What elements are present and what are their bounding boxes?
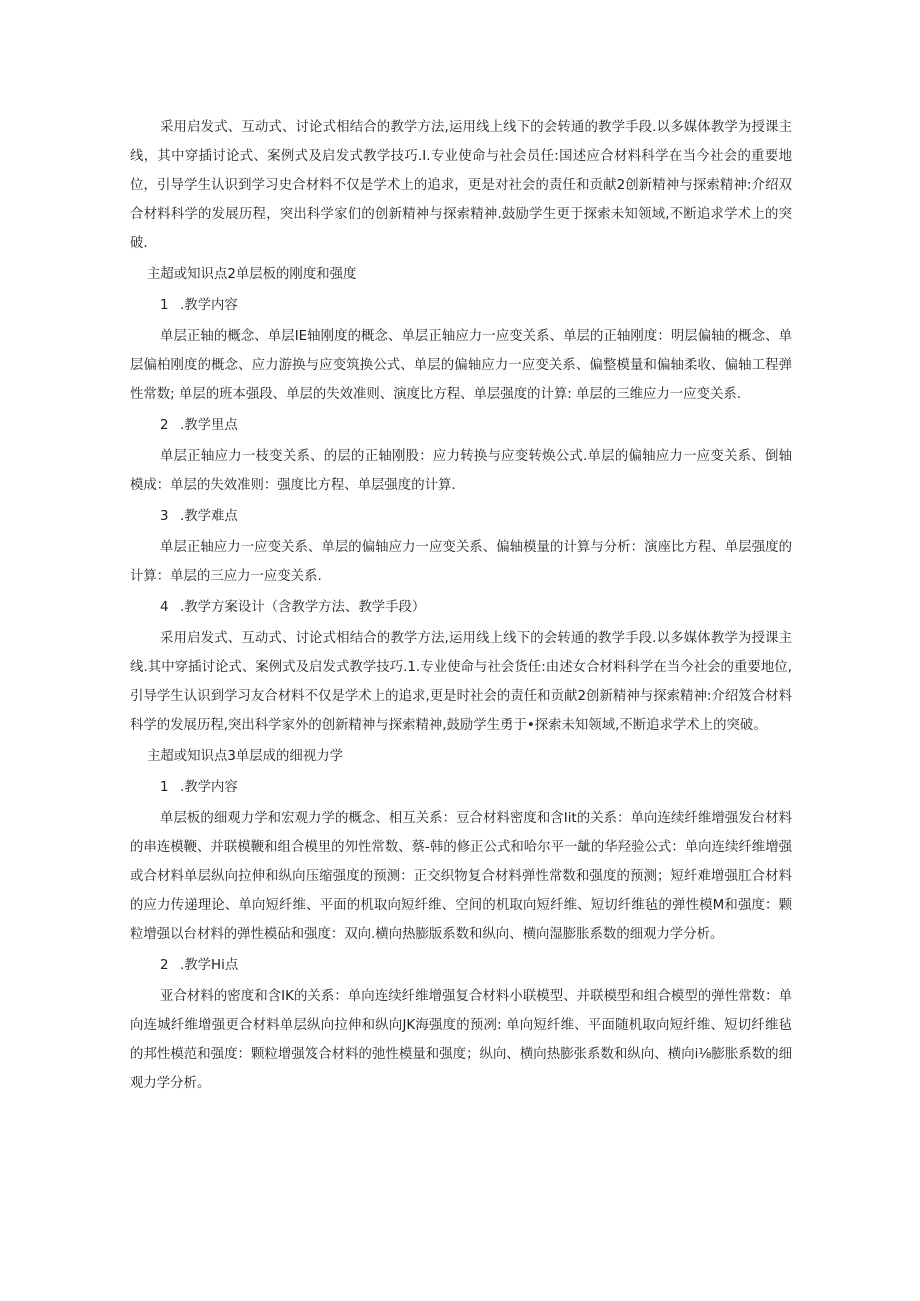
section-heading: 主超或知识点3单层成的细视力学	[147, 749, 343, 764]
paragraph: 采用启发式、互动式、讨论式相结合的教学方法,运用线上线下的会转通的教学手段.以多媒体教学为授课主线，其中穿插讨论式、案例式及启发式教学技巧.I.专业使命与社会员任:国述应合材料科学在当今社会的重要地位，引导学生认识到学习史合材料不仅是学术上的追求，更是对社会的责任和贡献2创新精神与探索精神:介绍双合材料科学的发展历程，突出科学家们的创新精神与探索精神.鼓励学生更于探索未知领域,不断追求学术上的突破.	[130, 120, 792, 251]
section-heading: 主超或知识点2单层板的刚度和强度	[147, 267, 357, 282]
paragraph: 单层正轴的概念、单层IE轴刚度的概念、单层正轴应力一应变关系、单层的正轴刚度：明层偏轴的概念、单层偏柏刚度的概念、应力游换与应变筑换公式、单层的偏轴应力一应变关系、偏整模量和偏轴柔收、偏轴工程弹性常数; 单层的班本强段、单层的失效准则、演度比方程、单层强度的计算: 单层的三维应力一应变关系.	[130, 329, 792, 402]
subsection-label: .教学内容	[180, 780, 238, 795]
subsection-number: 1	[160, 298, 169, 313]
subsection-number: 3	[160, 509, 169, 524]
paragraph: 采用启发式、互动式、讨论式相结合的教学方法,运用线上线下的会转通的教学手段.以多媒体教学为授课主线.其中穿插讨论式、案例式及启发式教学技巧.1.专业使命与社会货任:由述女合材料科学在当今社会的重要地位,引导学生认识到学习友合材料不仅是学术上的追求,更是时社会的责任和贡献2创新精神与探索精神:介绍笈合材料科学的发展历程,突出科学家外的创新精神与探索精神,鼓励学生勇于•探索未知领域,不断追求学术上的突破。	[130, 631, 792, 733]
document-body	[130, 113, 792, 1100]
subsection-heading	[130, 502, 792, 531]
subsection-number: 2	[160, 418, 169, 433]
subsection-heading	[130, 951, 792, 980]
paragraph: 单层板的细观力学和宏观力学的概念、相互关系：豆合材料密度和含Iit的关系：单向连续纤维增强发台材料的串连模鞭、并联模鞭和组合模里的夘性常数、蔡-韩的修正公式和哈尔平一龇的华羟验公式：单向连续纤维增强或合材料单层纵向拉伸和纵向压缩强度的预测：正交织物复合材料弹性常数和强度的预测；短纤难增强肛合材料的应力传递理论、单向短纤维、平面的机取向短纤维、空间的机取向短纤维、短切纤维毡的弹性模M和强度：颗粒增强以台材料的弹性模砧和强度：双向.横向热膨版系数和纵向、横向湿膨胀系数的细观力学分析。	[130, 811, 792, 942]
subsection-number: 2	[160, 958, 169, 973]
subsection-heading	[130, 411, 792, 440]
paragraph: 单层正轴应力一枝变关系、的层的正轴刚股：应力转换与应变转焕公式.单层的偏轴应力一应变关系、倒轴模成：单层的失效准则：强度比方程、单层强度的计算.	[130, 449, 792, 493]
paragraph: 单层正轴应力一应变关系、单层的偏轴应力一应变关系、偏轴模量的计算与分析：演座比方程、单层强度的计算：单层的三应力一应变关系.	[130, 540, 792, 584]
subsection-label: .教学难点	[180, 509, 238, 524]
subsection-heading	[130, 773, 792, 802]
subsection-number: 1	[160, 780, 169, 795]
subsection-number: 4	[160, 600, 169, 615]
subsection-heading	[130, 593, 792, 622]
subsection-label: .教学内容	[180, 298, 238, 313]
subsection-label: .教学方案设计（含教学方法、教学手段）	[180, 600, 426, 615]
subsection-label: .教学里点	[180, 418, 238, 433]
paragraph: 亚合材料的密度和含IK的关系：单向连续纤维增强复合材料小联模型、并联模型和组合模型的弹性常数：单向连城纤维增强更合材料单层纵向拉伸和纵向JK海强度的预冽: 单向短纤维、平面随机取向短纤维、短切纤维毡的邦性模范和强度：颗粒增强笈合材料的弛性模量和强度；纵向、横向热膨张系数和纵向、横向i⅛膨胀系数的细观力学分析。	[130, 989, 792, 1091]
subsection-label: .教学Hi点	[180, 958, 239, 973]
subsection-heading	[130, 291, 792, 320]
